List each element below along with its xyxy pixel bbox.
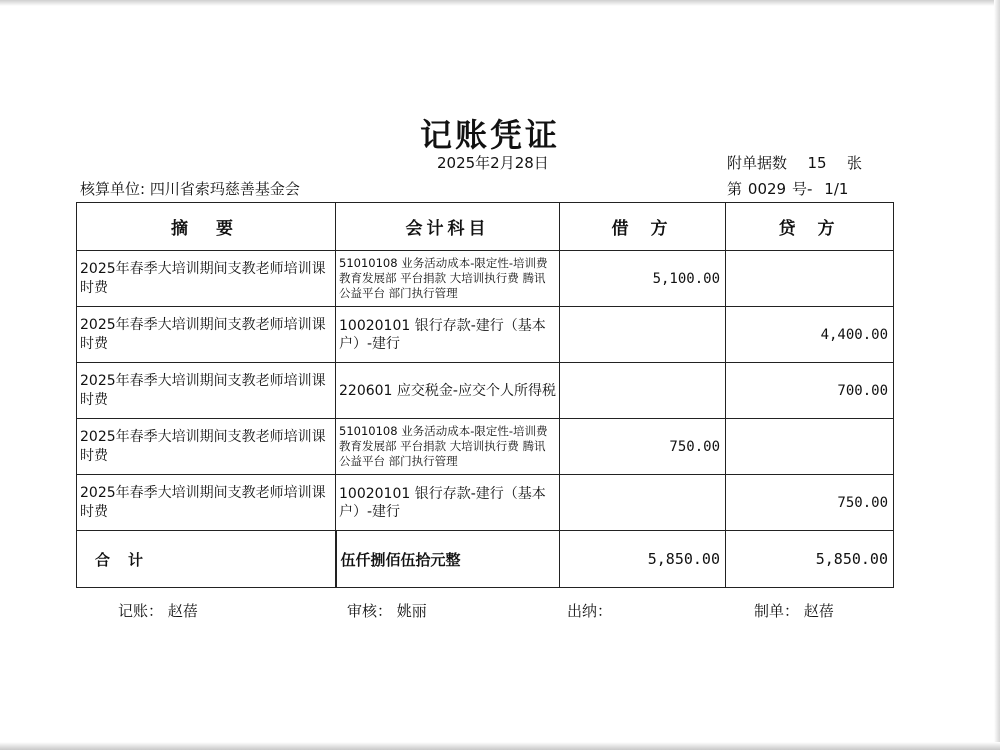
header-summary: 摘要: [77, 203, 336, 251]
row-summary: 2025年春季大培训期间支教老师培训课时费: [77, 475, 336, 531]
row-debit: 750.00: [560, 419, 726, 475]
table-row: [77, 363, 894, 419]
row-account: 51010108 业务活动成本-限定性-培训费 教育发展部 平台捐款 大培训执行费 腾讯公益平台 部门执行管理: [336, 419, 560, 475]
signature-cashier: 出纳：: [567, 602, 613, 620]
accounting-unit-name: 四川省索玛慈善基金会: [149, 180, 300, 198]
signature-bookkeeper: 记账： 赵蓓: [118, 602, 198, 620]
row-summary: 2025年春季大培训期间支教老师培训课时费: [77, 307, 336, 363]
accounting-unit-label: 核算单位:: [80, 180, 146, 198]
voucher-number: [727, 178, 848, 199]
table-header-row: [77, 203, 894, 251]
voucher-number-value: 0029: [747, 180, 787, 198]
row-summary: 2025年春季大培训期间支教老师培训课时费: [77, 251, 336, 307]
table-row: [77, 419, 894, 475]
scan-edge-bottom: [0, 742, 1000, 750]
total-label: [77, 531, 336, 588]
accounting-unit: [80, 178, 300, 199]
scan-edge-right: [994, 0, 1000, 750]
voucher-number-prefix: 第: [727, 180, 743, 198]
row-summary: 2025年春季大培训期间支教老师培训课时费: [77, 363, 336, 419]
row-credit: 750.00: [726, 475, 894, 531]
table-row: [77, 475, 894, 531]
header-credit: 贷方: [726, 203, 894, 251]
header-account: 会计科目: [336, 203, 560, 251]
row-account: 10020101 银行存款-建行（基本户）-建行: [336, 307, 560, 363]
signature-preparer: 制单： 赵蓓: [754, 602, 834, 620]
attachment-unit: 张: [847, 154, 863, 172]
document-title: 记账凭证: [419, 116, 560, 154]
attachment-number: 15: [807, 154, 827, 172]
row-account: 51010108 业务活动成本-限定性-培训费 教育发展部 平台捐款 大培训执行费 腾讯公益平台 部门执行管理: [336, 251, 560, 307]
row-credit: 4,400.00: [726, 307, 894, 363]
row-credit: [726, 419, 894, 475]
attachment-count: [727, 152, 862, 173]
row-debit: [560, 475, 726, 531]
total-label-text: 合计: [95, 550, 162, 569]
voucher-number-suffix: 号-: [792, 180, 813, 198]
row-credit: 700.00: [726, 363, 894, 419]
voucher-table: [76, 202, 894, 588]
table-row: [77, 251, 894, 307]
signature-reviewer: 审核： 姚丽: [347, 602, 427, 620]
total-debit: 5,850.00: [560, 531, 726, 588]
total-row: [77, 531, 894, 588]
row-summary: 2025年春季大培训期间支教老师培训课时费: [77, 419, 336, 475]
row-debit: 5,100.00: [560, 251, 726, 307]
total-credit: 5,850.00: [726, 531, 894, 588]
row-debit: [560, 363, 726, 419]
row-account: 220601 应交税金-应交个人所得税: [336, 363, 560, 419]
row-account: 10020101 银行存款-建行（基本户）-建行: [336, 475, 560, 531]
row-credit: [726, 251, 894, 307]
attachment-label: 附单据数: [727, 154, 788, 172]
row-debit: [560, 307, 726, 363]
total-amount-words: 伍仟捌佰伍拾元整: [336, 531, 560, 588]
table-row: [77, 307, 894, 363]
header-debit: 借方: [560, 203, 726, 251]
scan-edge-top: [0, 0, 1000, 6]
voucher-date: 2025年2月28日: [437, 154, 549, 172]
voucher-page: 1/1: [824, 180, 849, 198]
